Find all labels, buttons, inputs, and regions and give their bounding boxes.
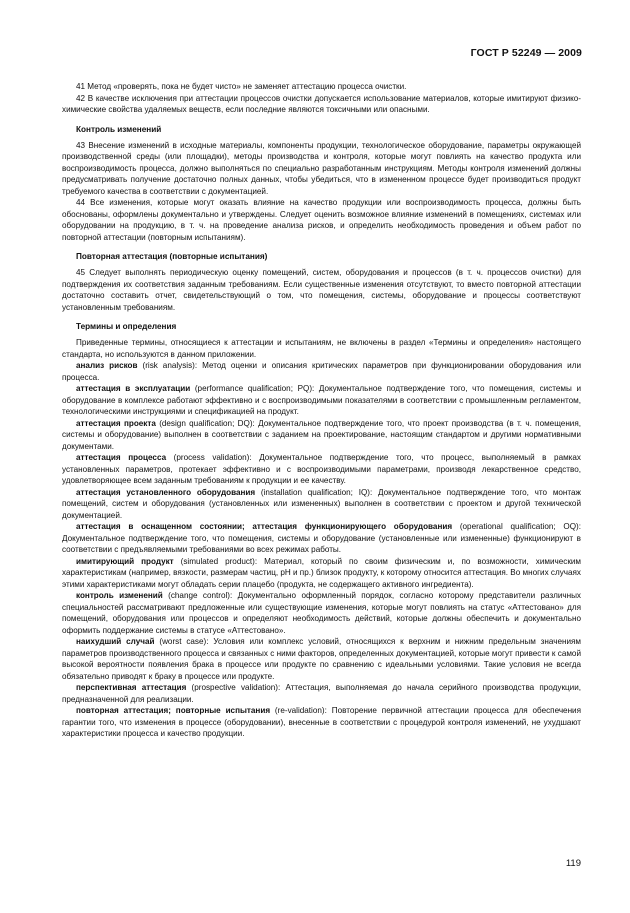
page-number: 119 — [565, 858, 581, 869]
term-definition — [62, 360, 581, 383]
page-content — [62, 81, 581, 740]
term-text: (prospective validation): Аттестация, выполняемая до начала серийного производства продукции, предназначенной для реализации. — [62, 683, 581, 704]
term-name: повторная аттестация; повторные испытания — [76, 706, 271, 715]
clause-45: 45 Следует выполнять периодическую оценку помещений, систем, оборудования и процессов (в т. ч. процессов очистки) для подтверждения их соответствия заданным требованиям. Если существенные изменения отсутствуют, то вместо повторной аттестации достаточно составить отчет, свидетельствующий о том, что помещения, системы, оборудование и процессы соответствуют установленным требованиям. — [62, 268, 581, 312]
term-text: (design qualification; DQ): Документальное подтверждение того, что проект производства (в т. ч. помещения, системы и оборудование) выполнен в соответствии с заданием на проектирование, настоящим стандартом и другими нормативными документами. — [62, 418, 581, 451]
term-definition — [62, 383, 581, 418]
term-definition — [62, 452, 581, 487]
term-name: аттестация в эксплуатации — [76, 384, 191, 393]
term-name: контроль изменений — [76, 591, 163, 600]
clause-44: 44 Все изменения, которые могут оказать влияние на качество продукции или воспроизводимость процесса, должны быть обоснованы, оформлены документально и утверждены. Следует оценить возможное влияние изменений в помещениях, системах или оборудовании на продукцию, в т. ч. на проведение анализа рисков, и определить необходимость проведения и объем работ по повторной аттестации (повторным испытаниям). — [62, 198, 581, 242]
term-name: аттестация проекта — [76, 418, 156, 428]
term-name: анализ рисков — [76, 361, 138, 370]
term-text: (worst case): Условия или комплекс условий, относящихся к верхним и нижним предельным значениям параметров производственного процесса и связанных с ними факторов, определенных документацией, которые могут привести к самой высокой вероятности появления брака в процессе или продукте по сравнению с идеальными условиями. Такие условия не всегда обязательно приводят к браку в процессе или продукте. — [62, 637, 582, 681]
section-heading-terms: Термины и определения — [76, 322, 177, 331]
term-definition — [62, 418, 581, 453]
term-text: (process validation): Документальное подтверждение того, что процесс, выполняемый в рамках установленных параметров, протекает эффективно и с воспроизводимыми параметрами, производя лекарственное средство, удовлетворяющее всем заданным требованиям к продукции и ее качеству. — [62, 453, 581, 485]
term-definition — [62, 590, 581, 636]
term-name: имитирующий продукт — [76, 556, 174, 566]
term-text: (performance qualification; PQ): Документальное подтверждение того, что помещения, системы и оборудование в комплексе работают эффективно и с воспроизводимыми показателями в соответствии с промышленным регламентом, технологическими инструкциями и спецификацией на продукт. — [62, 384, 581, 416]
term-text: (operational qualification; OQ): Документальное подтверждение того, что помещения, системы и оборудование (установленные или измененные) функционируют в соответствии с предъявляемыми требованиями во всех режимах работы. — [62, 522, 581, 554]
term-definition — [62, 556, 581, 591]
term-text: (installation qualification; IQ): Документальное подтверждение того, что монтаж помещений, систем и оборудования (установленных или измененных) выполнен в соответствии с проектом и другой технической документацией. — [62, 487, 581, 520]
section-heading-revalidation: Повторная аттестация (повторные испытания) — [76, 252, 268, 261]
term-name: наихудший случай — [76, 637, 155, 646]
clause-43: 43 Внесение изменений в исходные материалы, компоненты продукции, технологическое оборудование, параметры окружающей производственной среды (или площадки), методы производства и контроля, которые могут повлиять на качество продукта или воспроизводимость процесса, должно выполняться по специально разработанным инструкциям. Методы контроля изменений должны предусматривать получение достаточно полных данных, чтобы убедиться, что в измененном процессе будет производиться продукт требуемого качества в соответствии с документацией. — [62, 140, 581, 196]
terms-intro: Приведенные термины, относящиеся к аттестации и испытаниям, не включены в раздел «Термины и определения» настоящего стандарта, но используются в данном приложении. — [62, 338, 581, 359]
term-name: перспективная аттестация — [76, 683, 187, 692]
term-name: аттестация процесса — [76, 453, 167, 462]
term-text: (change control): Документально оформленный порядок, согласно которому представители различных специальностей рассматривают предложенные или существующие изменения, которые могут повлиять на статус «Аттестовано» для помещений, оборудования или процессов и определяют необходимость действий, которые должны обеспечить и документально оформить поддержание системы в статусе «Аттестовано». — [62, 591, 581, 635]
term-definition — [62, 487, 581, 522]
standard-number: ГОСТ Р 52249 — 2009 — [470, 47, 582, 59]
section-heading-change-control: Контроль изменений — [76, 124, 162, 134]
term-definition — [62, 636, 581, 682]
term-definition — [62, 705, 581, 740]
term-name: аттестация установленного оборудования — [76, 487, 256, 497]
term-text: (simulated product): Материал, который по своим физическим и, по возможности, химическим характеристикам (например, вязкости, размерам частиц, pH и пр.) близок продукту, к которому относится аттестация. Во многих случаях этими характеристиками могут обладать серии плацебо (продукта, не содержащего активного ингредиента). — [62, 556, 581, 589]
term-text: (re-validation): Повторение первичной аттестации процесса для обеспечения гарантии того, что изменения в процессе (оборудовании), внесенные в соответствии с процедурой контроля изменений, не ухудшают характеристики процесса и качество продукции. — [62, 706, 581, 738]
clause-42: 42 В качестве исключения при аттестации процессов очистки допускается использование материалов, которые имитируют физико-химические свойства удаляемых веществ, если последние являются токсичными или опасными. — [62, 93, 581, 114]
term-text: (risk analysis): Метод оценки и описания критических параметров при функционировании оборудования или процесса. — [62, 361, 581, 382]
clause-41: 41 Метод «проверять, пока не будет чисто» не заменяет аттестацию процесса очистки. — [76, 82, 407, 91]
term-definition — [62, 521, 581, 556]
term-name: аттестация в оснащенном состоянии; аттестация функционирующего оборудования — [76, 522, 453, 531]
term-definition — [62, 682, 581, 705]
